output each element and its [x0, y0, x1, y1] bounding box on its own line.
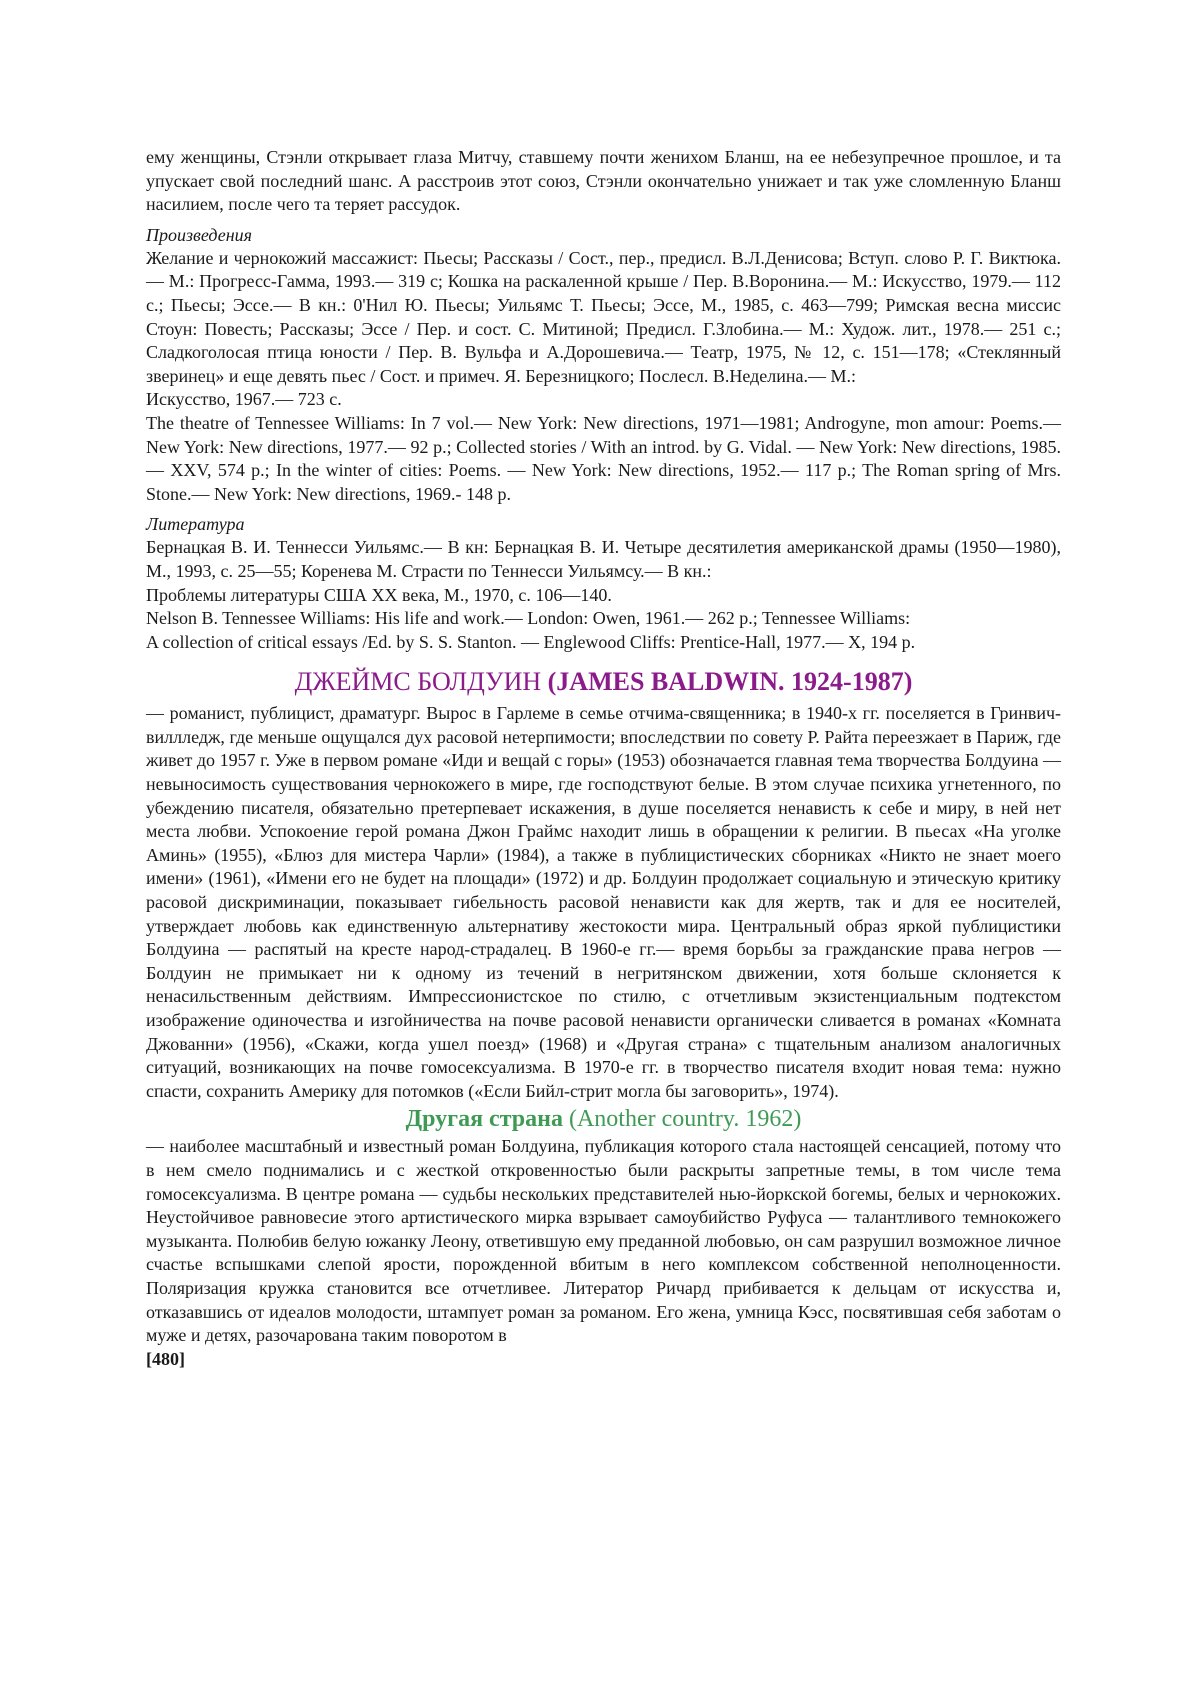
- author-heading: [146, 666, 1061, 698]
- works-ru-paragraph: Желание и чернокожий массажист: Пьесы; Рассказы / Сост., пер., предисл. В.Л.Денисова; Вступ. слово Р. Г. Виктюка.— М.: Прогресс-Гамма, 1993.— 319 с; Кошка на раскаленной крыше / Пер. В.Воронина.— М.: Искусство, 1979.— 112 с.; Пьесы; Эссе.— В кн.: 0'Нил Ю. Пьесы; Уильямс Т. Пьесы; Эссе, М., 1985, с. 463—799; Римская весна миссис Стоун: Повесть; Рассказы; Эссе / Пер. и сост. С. Митиной; Предисл. Г.Злобина.— М.: Худож. лит., 1978.— 251 с.; Сладкоголосая птица юности / Пер. В. Вульфа и А.Дорошевича.— Театр, 1975, № 12, с. 151—178; «Стеклянный зверинец» и еще девять пьес / Сост. и примеч. Я. Березницкого; Послесл. В.Неделина.— М.:: [146, 247, 1061, 386]
- document-page: [146, 146, 1061, 1371]
- literature-heading: Литература: [146, 514, 245, 535]
- works-en-paragraph: The theatre of Tennessee Williams: In 7 vol.— New York: New directions, 1971—1981; Androgyne, mon amour: Poems.— New York: New directions, 1977.— 92 p.; Collected stories / With an introd. by G. Vidal. — New York: New directions, 1985. — XXV, 574 p.; In the winter of cities: Poems. — New York: New directions, 1952.— 117 p.; The Roman spring of Mrs. Stone.— New York: New directions, 1969.- 148 p.: [146, 412, 1061, 504]
- novel-heading: [146, 1105, 1061, 1133]
- novel-title-en: (Another country. 1962): [568, 1106, 802, 1133]
- works-ru-line-end: Искусство, 1967.— 723 с.: [146, 389, 342, 410]
- literature-en-line-2: A collection of critical essays /Ed. by S. S. Stanton. — Englewood Cliffs: Prentice-Hall, 1977.— X, 194 p.: [146, 631, 916, 652]
- literature-ru-paragraph: Бернацкая В. И. Теннесси Уильямс.— В кн: Бернацкая В. И. Четыре десятилетия американской драмы (1950—1980), М., 1993, с. 25—55; Коренева М. Страсти по Теннесси Уильямсу.— В кн.:: [146, 537, 1061, 581]
- author-bio: — романист, публицист, драматург. Вырос в Гарлеме в семье отчима-священника; в 1940-х гг. поселяется в Гринвич-виллледж, где меньше ощущался дух расовой нетерпимости; впоследствии по совету Р. Райта переезжает в Париж, где живет до 1957 г. Уже в первом романе «Иди и вещай с горы» (1953) обозначается главная тема творчества Болдуина — невыносимость существования чернокожего в мире, где господствуют белые. В этом случае психика угнетенного, по убеждению писателя, обязательно претерпевает искажения, в душе поселяется ненависть к себе и миру, в ней нет места любви. Успокоение герой романа Джон Граймс находит лишь в обращении к религии. В пьесах «На уголке Аминь» (1955), «Блюз для мистера Чарли» (1984), а также в публицистических сборниках «Никто не знает моего имени» (1961), «Имени его не будет на площади» (1972) и др. Болдуин продолжает социальную и этическую критику расовой дискриминации, показывает гибельность расовой ненависти как для жертв, так и для ее носителей, утверждает любовь как единственную альтернативу жестокости мира. Центральный образ яркой публицистики Болдуина — распятый на кресте народ-страдалец. В 1960-е гг.— время борьбы за гражданские права негров — Болдуин не примыкает ни к одному из течений в негритянском движении, хотя больше склоняется к ненасильственным действиям. Импрессионистское по стилю, с отчетливым экзистенциальным подтекстом изображение одиночества и изгойничества на почве расовой ненависти органически сливается в романах «Комната Джованни» (1956), «Скажи, когда ушел поезд» (1968) и «Другая страна» с тщательным анализом аналогичных ситуаций, возникающих на почве гомосексуализма. В 1970-е гг. в творчество писателя входит новая тема: нужно спасти, сохранить Америку для потомков («Если Бийл-стрит могла бы заговорить», 1974).: [146, 703, 1061, 1101]
- literature-en-line-1: Nelson B. Tennessee Williams: His life and work.— London: Owen, 1961.— 262 p.; Tennessee Williams:: [146, 608, 911, 629]
- intro-paragraph: ему женщины, Стэнли открывает глаза Митчу, ставшему почти женихом Бланш, на ее небезупречное прошлое, и та упускает свой последний шанс. А расстроив этот союз, Стэнли окончательно унижает и так уже сломленную Бланш насилием, после чего та теряет рассудок.: [146, 147, 1061, 215]
- works-heading: Произведения: [146, 224, 252, 245]
- novel-text: — наиболее масштабный и известный роман Болдуина, публикация которого стала настоящей сенсацией, потому что в нем смело поднимались и с жесткой откровенностью были раскрыты запретные темы, в том числе тема гомосексуализма. В центре романа — судьбы нескольких представителей нью-йоркской богемы, белых и чернокожих. Неустойчивое равновесие этого артистического мирка взрывает самоубийство Руфуса — талантливого темнокожего музыканта. Полюбив белую южанку Леону, ответившую ему преданной любовью, он сам разрушил возможное личное счастье вспышками слепой ярости, порожденной вбитым в него комплексом собственной неполноценности. Поляризация кружка становится все отчетливее. Литератор Ричард прибивается к дельцам от искусства и, отказавшись от идеалов молодости, штампует роман за романом. Его жена, умница Кэсс, посвятившая себя заботам о муже и детях, разочарована таким поворотом в: [146, 1136, 1061, 1346]
- novel-title-ru: Другая страна: [405, 1106, 563, 1133]
- literature-ru-line-end: Проблемы литературы США XX века, М., 1970, с. 106—140.: [146, 584, 612, 605]
- author-name-en: (JAMES BALDWIN. 1924-1987): [547, 667, 913, 697]
- author-name-ru: ДЖЕЙМС БОЛДУИН: [294, 667, 542, 697]
- page-number: [480]: [146, 1348, 185, 1369]
